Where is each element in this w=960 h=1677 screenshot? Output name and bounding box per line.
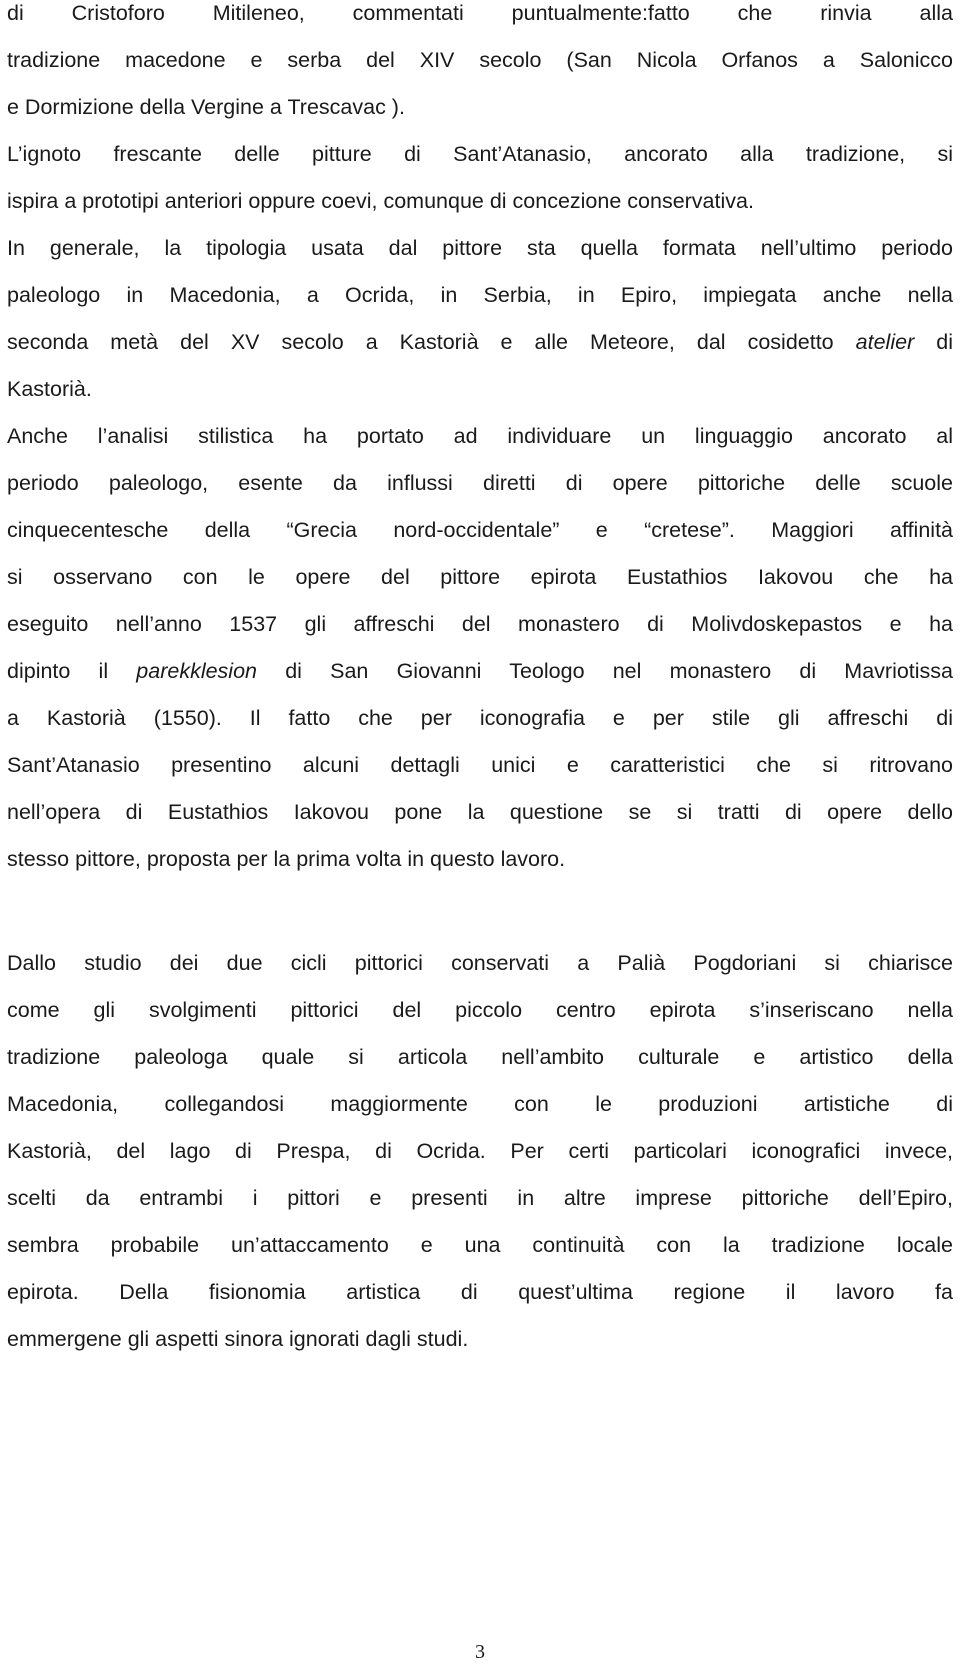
text-line: cinquecentesche della “Grecia nord-occidentale” e “cretese”. Maggiori affinità bbox=[7, 518, 953, 542]
text-run: di bbox=[914, 330, 953, 354]
text-line bbox=[7, 319, 953, 366]
text-line: Kastorià. bbox=[7, 377, 92, 401]
text-line: Sant’Atanasio presentino alcuni dettagli unici e caratteristici che si ritrovano bbox=[7, 753, 953, 777]
text-line: L’ignoto frescante delle pitture di Sant’Atanasio, ancorato alla tradizione, si bbox=[7, 142, 953, 166]
text-line: tradizione macedone e serba del XIV secolo (San Nicola Orfanos a Salonicco bbox=[7, 48, 953, 72]
text-line: come gli svolgimenti pittorici del piccolo centro epirota s’inseriscano nella bbox=[7, 998, 953, 1022]
text-line: si osservano con le opere del pittore epirota Eustathios Iakovou che ha bbox=[7, 565, 953, 589]
text-line: sembra probabile un’attaccamento e una continuità con la tradizione locale bbox=[7, 1233, 953, 1257]
text-line: paleologo in Macedonia, a Ocrida, in Serbia, in Epiro, impiegata anche nella bbox=[7, 283, 953, 307]
text-line: eseguito nell’anno 1537 gli affreschi del monastero di Molivdoskepastos e ha bbox=[7, 612, 953, 636]
text-run: di San Giovanni Teologo nel monastero di Mavriotissa bbox=[257, 659, 953, 683]
paragraph-1 bbox=[7, 0, 953, 883]
text-line bbox=[7, 648, 953, 695]
text-line: epirota. Della fisionomia artistica di quest’ultima regione il lavoro fa bbox=[7, 1280, 953, 1304]
text-line: di Cristoforo Mitileneo, commentati puntualmente:fatto che rinvia alla bbox=[7, 1, 953, 25]
text-line: In generale, la tipologia usata dal pittore sta quella formata nell’ultimo periodo bbox=[7, 236, 953, 260]
text-line: Macedonia, collegandosi maggiormente con le produzioni artistiche di bbox=[7, 1092, 953, 1116]
text-run: dipinto il bbox=[7, 659, 137, 683]
text-line: tradizione paleologa quale si articola nell’ambito culturale e artistico della bbox=[7, 1045, 953, 1069]
text-line: emmergene gli aspetti sinora ignorati dagli studi. bbox=[7, 1327, 469, 1351]
italic-term-parekklesion: parekklesion bbox=[136, 659, 258, 683]
text-line: e Dormizione della Vergine a Trescavac ). bbox=[7, 95, 405, 119]
italic-term-atelier: atelier bbox=[855, 330, 915, 354]
page-number: 3 bbox=[475, 1641, 485, 1663]
text-line: a Kastorià (1550). Il fatto che per iconografia e per stile gli affreschi di bbox=[7, 706, 953, 730]
text-line: scelti da entrambi i pittori e presenti in altre imprese pittoriche dell’Epiro, bbox=[7, 1186, 953, 1210]
text-line: Anche l’analisi stilistica ha portato ad individuare un linguaggio ancorato al bbox=[7, 424, 953, 448]
paragraph-2 bbox=[7, 940, 953, 1363]
text-run: seconda metà del XV secolo a Kastorià e alle Meteore, dal cosidetto bbox=[7, 330, 856, 354]
text-line: ispira a prototipi anteriori oppure coevi, comunque di concezione conservativa. bbox=[7, 189, 754, 213]
text-line: periodo paleologo, esente da influssi diretti di opere pittoriche delle scuole bbox=[7, 471, 953, 495]
text-line: nell’opera di Eustathios Iakovou pone la questione se si tratti di opere dello bbox=[7, 800, 953, 824]
text-line: Dallo studio dei due cicli pittorici conservati a Palià Pogdoriani si chiarisce bbox=[7, 951, 953, 975]
text-line: stesso pittore, proposta per la prima volta in questo lavoro. bbox=[7, 847, 566, 871]
text-line: Kastorià, del lago di Prespa, di Ocrida. Per certi particolari iconografici invece, bbox=[7, 1139, 953, 1163]
